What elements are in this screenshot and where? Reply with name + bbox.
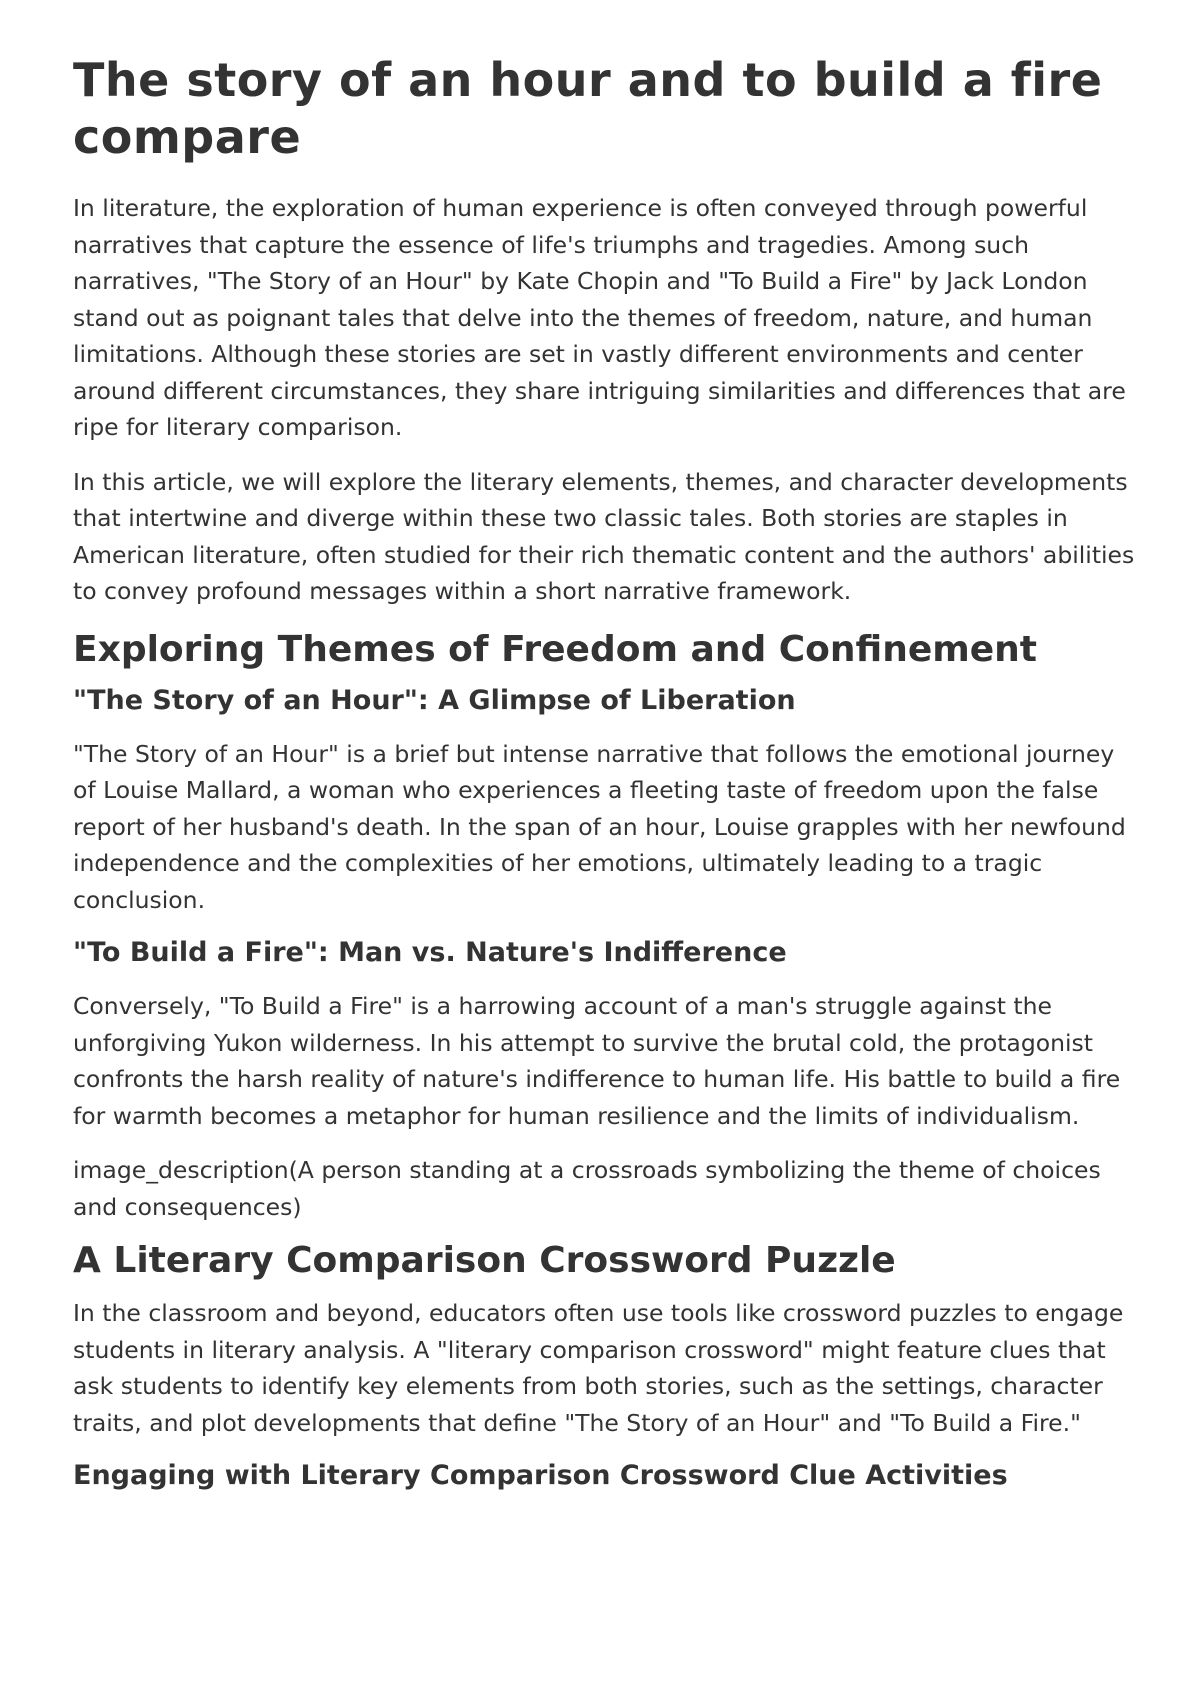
paragraph-crossword: In the classroom and beyond, educators often use tools like crossword puzzles to engage students in literary analysis. A "literary comparison crossword" might feature clues that ask students to identify key elements from both stories, such as the settings, character traits, and plot developments that define "The Story of an Hour" and "To Build a Fire." <box>73 1299 1124 1437</box>
section-heading-freedom: Exploring Themes of Freedom and Confinement <box>73 628 1038 670</box>
section-heading-crossword: A Literary Comparison Crossword Puzzle <box>73 1240 896 1281</box>
image-description: image_description(A person standing at a crossroads symbolizing the theme of choices and consequences) <box>73 1156 1101 1221</box>
subheading-crossword-activities: Engaging with Literary Comparison Crossword Clue Activities <box>73 1460 1008 1491</box>
paragraph-story-of-an-hour: "The Story of an Hour" is a brief but intense narrative that follows the emotional journey of Louise Mallard, a woman who experiences a fleeting taste of freedom upon the false report of her husband's death. In the span of an hour, Louise grapples with her newfound independence and the complexities of her emotions, ultimately leading to a tragic conclusion. <box>73 739 1126 914</box>
subheading-to-build-a-fire: "To Build a Fire": Man vs. Nature's Indifference <box>73 937 787 968</box>
paragraph-to-build-a-fire: Conversely, "To Build a Fire" is a harrowing account of a man's struggle against the unforgiving Yukon wilderness. In his attempt to survive the brutal cold, the protagonist confronts the harsh reality of nature's indifference to human life. His battle to build a fire for warmth becomes a metaphor for human resilience and the limits of individualism. <box>73 992 1121 1130</box>
intro-paragraph-1: In literature, the exploration of human experience is often conveyed through powerful narratives that capture the essence of life's triumphs and tragedies. Among such narratives, "The Story of an Hour" by Kate Chopin and "To Build a Fire" by Jack London stand out as poignant tales that delve into the themes of freedom, nature, and human limitations. Although these stories are set in vastly different environments and center around different circumstances, they share intriguing similarities and differences that are ripe for literary comparison. <box>73 194 1126 441</box>
subheading-story-of-an-hour: "The Story of an Hour": A Glimpse of Liberation <box>73 684 796 716</box>
page-title: The story of an hour and to build a fire compare <box>73 53 1103 164</box>
intro-paragraph-2: In this article, we will explore the literary elements, themes, and character developments that intertwine and diverge within these two classic tales. Both stories are staples in American literature, often studied for their rich thematic content and the authors' abilities to convey profound messages within a short narrative framework. <box>73 467 1135 605</box>
